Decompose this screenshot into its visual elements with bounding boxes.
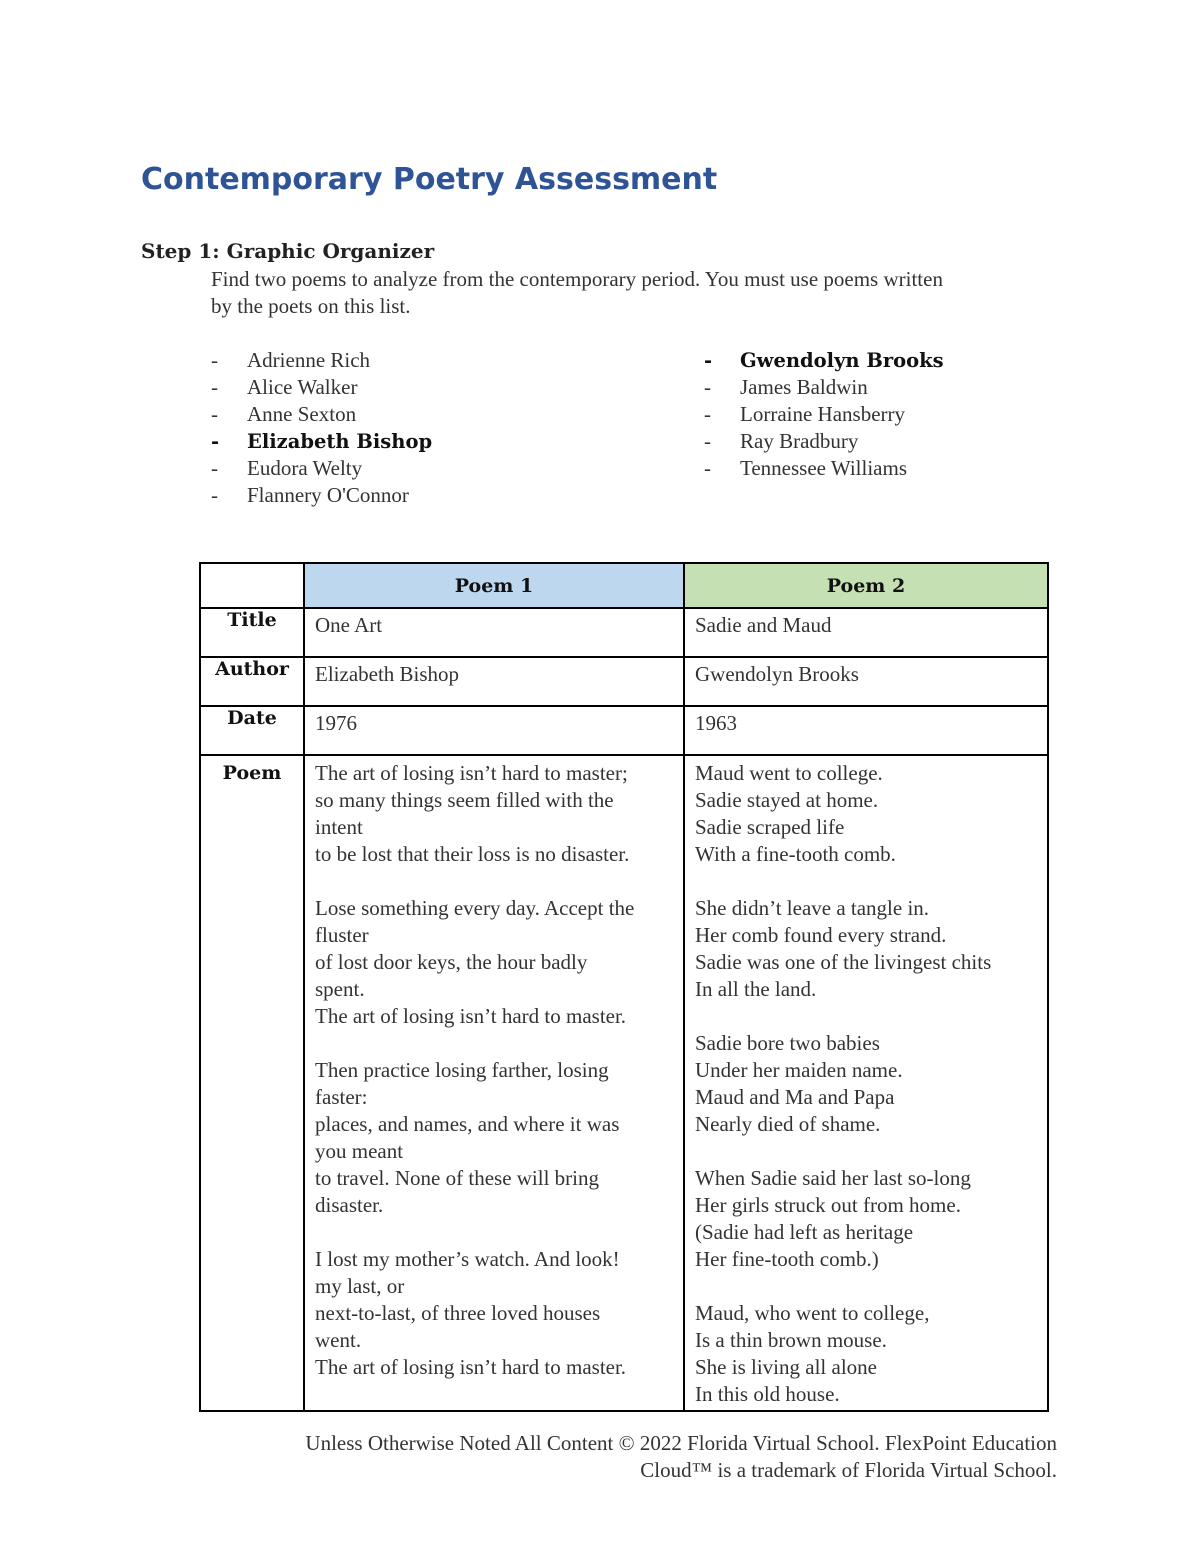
poem-line [695, 868, 1037, 895]
poet-list-item: - Tennessee Williams [704, 455, 944, 482]
poem-line: Her fine-tooth comb.) [695, 1247, 879, 1271]
poem-2-text [684, 755, 1048, 1411]
poem-line: fluster [315, 923, 369, 947]
poem-1-header: Poem 1 [304, 563, 684, 608]
poem-line: to be lost that their loss is no disaster. [315, 842, 630, 866]
poem-line: She is living all alone [695, 1355, 877, 1379]
poet-list-item: - Flannery O'Connor [211, 482, 432, 509]
poem-1-text [304, 755, 684, 1411]
poet-list-item: - Ray Bradbury [704, 428, 944, 455]
poem-2-date: 1963 [684, 706, 1048, 755]
poet-list-right [704, 347, 944, 482]
step-1-instructions [211, 266, 1041, 320]
footer-line: Cloud™ is a trademark of Florida Virtual School. [640, 1458, 1057, 1482]
poem-line: Maud, who went to college, [695, 1301, 930, 1325]
poet-list-left [211, 347, 432, 509]
poem-line: When Sadie said her last so-long [695, 1166, 971, 1190]
poem-line: you meant [315, 1139, 404, 1163]
poem-line: The art of losing isn’t hard to master. [315, 1355, 627, 1379]
poet-list-item: - Lorraine Hansberry [704, 401, 944, 428]
poem-line: to travel. None of these will bring [315, 1166, 600, 1190]
table-row-author [200, 657, 1048, 706]
table-row-date [200, 706, 1048, 755]
poem-line: intent [315, 815, 363, 839]
row-label-author: Author [200, 657, 304, 706]
poem-line: Sadie stayed at home. [695, 788, 879, 812]
poem-2-author: Gwendolyn Brooks [684, 657, 1048, 706]
poem-line: Under her maiden name. [695, 1058, 903, 1082]
corner-cell [200, 563, 304, 608]
footer-line: Unless Otherwise Noted All Content © 2022 Florida Virtual School. FlexPoint Education [305, 1431, 1057, 1455]
poem-2-header: Poem 2 [684, 563, 1048, 608]
poet-list-item: - Anne Sexton [211, 401, 432, 428]
poem-line: my last, or [315, 1274, 405, 1298]
poem-1-date: 1976 [304, 706, 684, 755]
row-label-title: Title [200, 608, 304, 657]
row-label-date: Date [200, 706, 304, 755]
poet-list-item: - Eudora Welty [211, 455, 432, 482]
poet-list-item: - Alice Walker [211, 374, 432, 401]
poem-line [315, 1030, 673, 1057]
poem-line: Maud went to college. [695, 761, 883, 785]
poem-line: Is a thin brown mouse. [695, 1328, 887, 1352]
poem-line: In this old house. [695, 1382, 840, 1406]
poem-line [695, 1273, 1037, 1300]
poem-1-title: One Art [304, 608, 684, 657]
page-title: Contemporary Poetry Assessment [141, 162, 718, 197]
poem-line: Sadie bore two babies [695, 1031, 880, 1055]
poem-line: Sadie was one of the livingest chits [695, 950, 992, 974]
instructions-line: Find two poems to analyze from the contemporary period. You must use poems written [211, 267, 943, 291]
poem-line: next-to-last, of three loved houses [315, 1301, 601, 1325]
poem-line: (Sadie had left as heritage [695, 1220, 914, 1244]
poem-line: Nearly died of shame. [695, 1112, 881, 1136]
poem-line: In all the land. [695, 977, 817, 1001]
table-header-row [200, 563, 1048, 608]
poet-list-item: - James Baldwin [704, 374, 944, 401]
row-label-poem: Poem [200, 755, 304, 1411]
poem-line: spent. [315, 977, 365, 1001]
poem-line: With a fine-tooth comb. [695, 842, 896, 866]
table-row-poem [200, 755, 1048, 1411]
poem-1-author: Elizabeth Bishop [304, 657, 684, 706]
poem-line: faster: [315, 1085, 368, 1109]
step-1-heading: Step 1: Graphic Organizer [141, 239, 435, 263]
poem-line: Maud and Ma and Papa [695, 1085, 895, 1109]
poem-line [695, 1003, 1037, 1030]
table-row-title [200, 608, 1048, 657]
poem-line [315, 868, 673, 895]
poem-line [315, 1219, 673, 1246]
poem-line: disaster. [315, 1193, 384, 1217]
copyright-footer [157, 1430, 1057, 1484]
instructions-line: by the poets on this list. [211, 294, 411, 318]
poem-line: Then practice losing farther, losing [315, 1058, 609, 1082]
poem-line: went. [315, 1328, 362, 1352]
poem-line: Her comb found every strand. [695, 923, 947, 947]
poem-line: Lose something every day. Accept the [315, 896, 635, 920]
poem-line: The art of losing isn’t hard to master; [315, 761, 628, 785]
poet-list-item: - Gwendolyn Brooks [704, 347, 944, 374]
poem-line [695, 1138, 1037, 1165]
poem-2-title: Sadie and Maud [684, 608, 1048, 657]
poem-line: I lost my mother’s watch. And look! [315, 1247, 620, 1271]
poem-line: Her girls struck out from home. [695, 1193, 961, 1217]
poem-line: She didn’t leave a tangle in. [695, 896, 930, 920]
poem-line: places, and names, and where it was [315, 1112, 620, 1136]
poem-line: of lost door keys, the hour badly [315, 950, 588, 974]
poet-list-item: - Adrienne Rich [211, 347, 432, 374]
poet-list-item: - Elizabeth Bishop [211, 428, 432, 455]
poem-line: so many things seem filled with the [315, 788, 614, 812]
poem-line: The art of losing isn’t hard to master. [315, 1004, 627, 1028]
poem-line: Sadie scraped life [695, 815, 845, 839]
graphic-organizer-table [199, 562, 1049, 1412]
